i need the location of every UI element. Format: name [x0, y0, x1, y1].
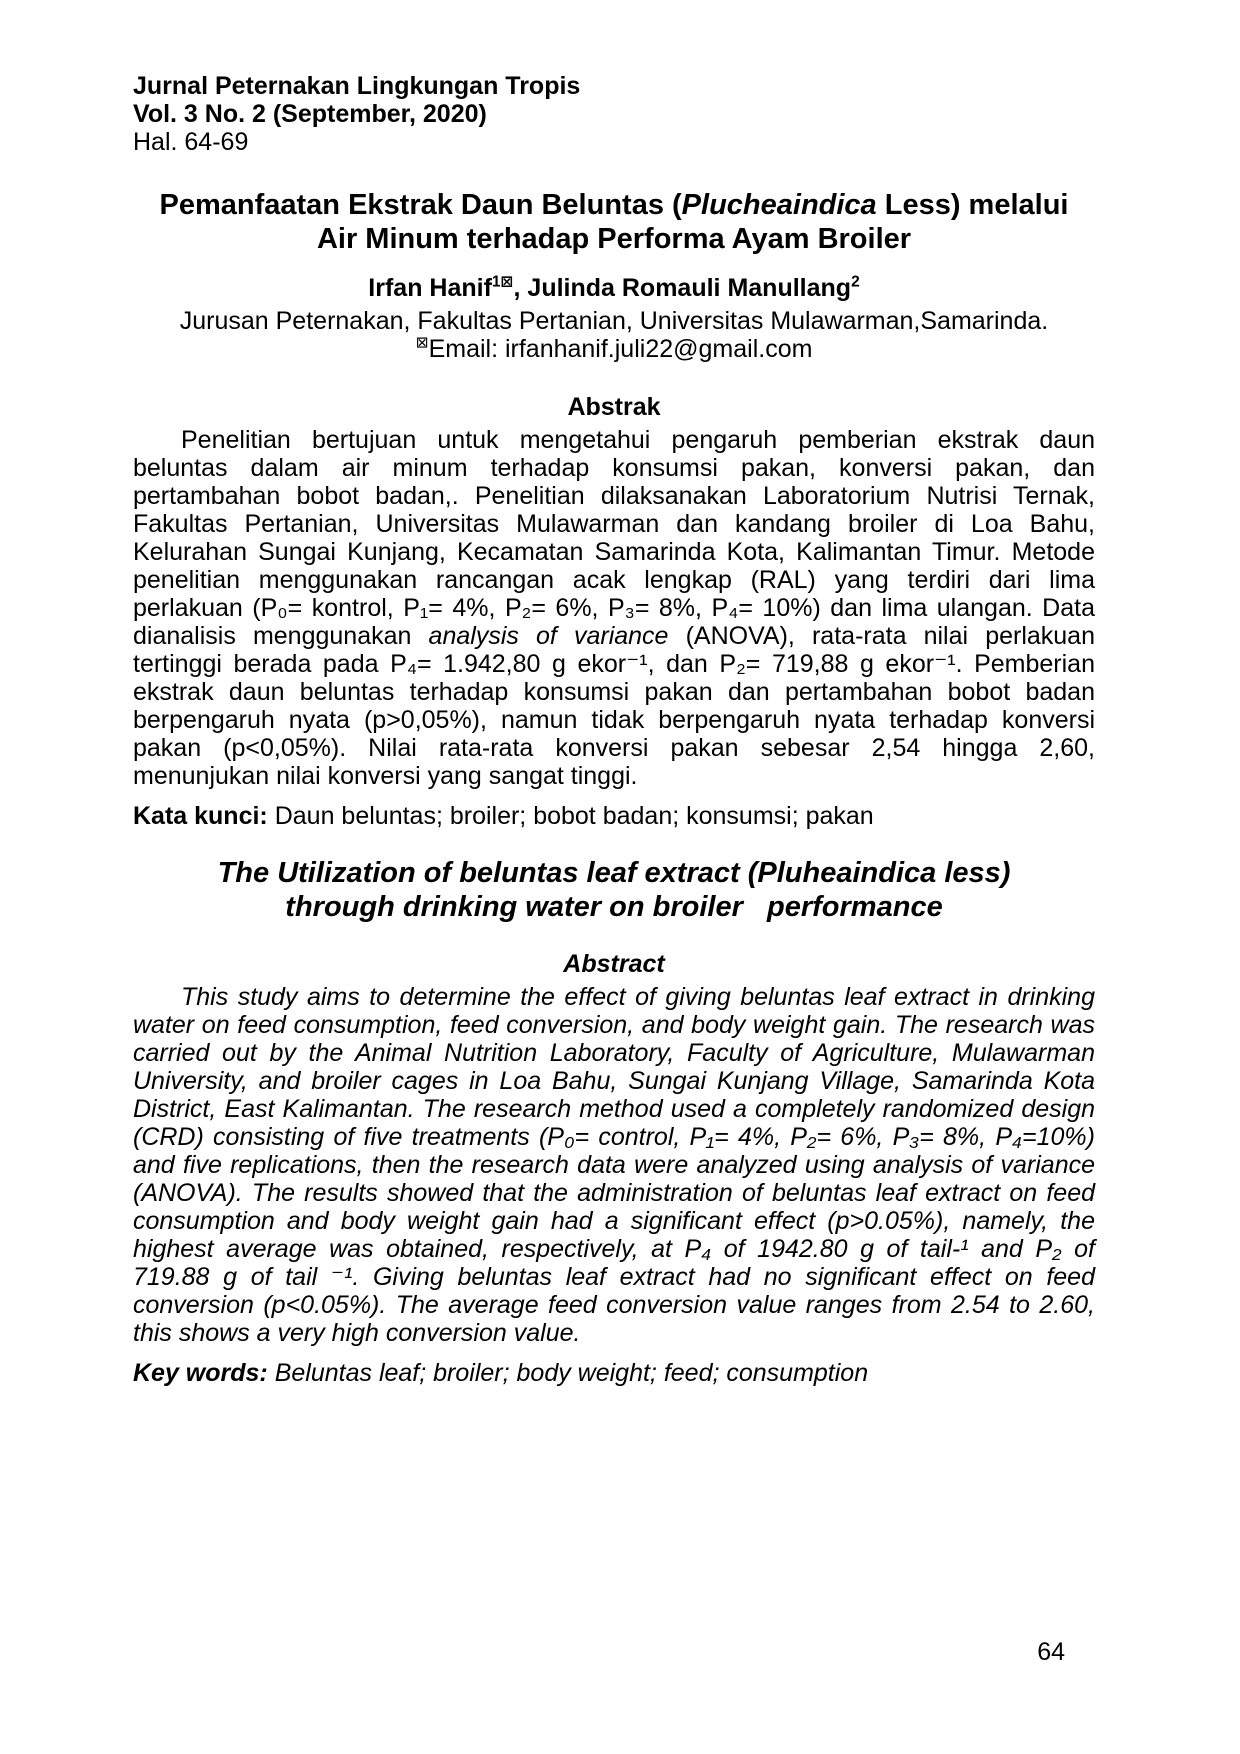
page-content: [133, 0, 1095, 1387]
authors-line: Irfan Hanif$^{1⊠}$, Julinda Romauli Manullang$^2$: [368, 273, 860, 302]
email-line: ⊠Email: irfanhanif.juli22@gmail.com: [415, 334, 813, 363]
abstract-en-body: This study aims to determine the effect of giving beluntas leaf extract in drinking water on feed consumption, feed conversion, and body weight gain. The research was carried out by the Animal Nutrition Laboratory, Faculty of Agriculture, Mulawarman University, and broiler cages in Loa Bahu, Sungai Kunjang Village, Samarinda Kota District, East Kalimantan. The research method used a completely randomized design (CRD) consisting of five treatments (P₀= control, P₁= 4%, P₂= 6%, P₃= 8%, P₄=10%) and five replications, then the research data were analyzed using analysis of variance (ANOVA). The results showed that the administration of beluntas leaf extract on feed consumption and body weight gain had a significant effect (p>0.05%), namely, the highest average was obtained, respectively, at P₄ of 1942.80 g of tail-¹ and P₂ of 719.88 g of tail ⁻¹. Giving beluntas leaf extract had no significant effect on feed conversion (p<0.05%). The average feed conversion value ranges from 2.54 to 2.60, this shows a very high conversion value.: [133, 983, 1095, 1347]
abstract-id-heading: Abstrak: [567, 393, 661, 421]
keywords-id: Kata kunci: Daun beluntas; broiler; bobot badan; konsumsi; pakan: [133, 802, 874, 830]
affiliation-line: Jurusan Peternakan, Fakultas Pertanian, Universitas Mulawarman,Samarinda.: [179, 307, 1049, 335]
journal-name: Jurnal Peternakan Lingkungan Tropis: [133, 72, 581, 100]
keywords-en: Key words: Beluntas leaf; broiler; body weight; feed; consumption: [133, 1359, 869, 1387]
journal-volume: Vol. 3 No. 2 (September, 2020): [133, 100, 487, 128]
abstract-id-body: Penelitian bertujuan untuk mengetahui pengaruh pemberian ekstrak daun beluntas dalam air minum terhadap konsumsi pakan, konversi pakan, dan pertambahan bobot badan,. Penelitian dilaksanakan Laboratorium Nutrisi Ternak, Fakultas Pertanian, Universitas Mulawarman dan kandang broiler di Loa Bahu, Kelurahan Sungai Kunjang, Kecamatan Samarinda Kota, Kalimantan Timur. Metode penelitian menggunakan rancangan acak lengkap (RAL) yang terdiri dari lima perlakuan (P₀= kontrol, P₁= 4%, P₂= 6%, P₃= 8%, P₄= 10%) dan lima ulangan. Data dianalisis menggunakan analysis of variance (ANOVA), rata-rata nilai perlakuan tertinggi berada pada P₄= 1.942,80 g ekor⁻¹, dan P₂= 719,88 g ekor⁻¹. Pemberian ekstrak daun beluntas terhadap konsumsi pakan dan pertambahan bobot badan berpengaruh nyata (p>0,05%), namun tidak berpengaruh nyata terhadap konversi pakan (p<0,05%). Nilai rata-rata konversi pakan sebesar 2,54 hingga 2,60, menunjukan nilai konversi yang sangat tinggi.: [133, 426, 1095, 790]
abstract-en-heading: Abstract: [563, 950, 665, 978]
article-title-id: Pemanfaatan Ekstrak Daun Beluntas (Plucheaindica Less) melalui Air Minum terhadap Performa Ayam Broiler: [159, 189, 1069, 255]
journal-pages: Hal. 64-69: [133, 128, 249, 156]
page-number: 64: [1037, 1638, 1065, 1666]
article-title-en: The Utilization of beluntas leaf extract (Pluheaindica less) through drinking water on broiler performance: [217, 857, 1011, 923]
journal-header: [133, 72, 1095, 156]
